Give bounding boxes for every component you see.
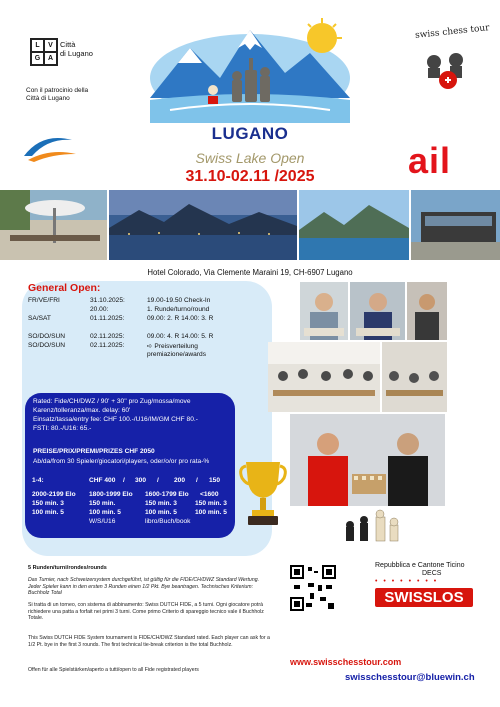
chess-pieces-icon xyxy=(340,505,410,545)
prize-row: W/S/U16 libro/Buch/book xyxy=(89,518,191,525)
patronage-text: Con il patrocinio della Città di Lugano xyxy=(26,87,89,102)
event-title: LUGANO xyxy=(211,124,289,143)
decs-text: DECS xyxy=(422,570,442,577)
player-photo xyxy=(350,282,405,340)
schedule-row: SA/SAT 01.11.2025: 09.00: 2. R 14.00: 3. R xyxy=(28,315,214,322)
terrace-photo xyxy=(0,190,107,260)
entry-fee-text: Einsatz/tassa/entry fee: CHF 100.-/U16/IM/GM CHF 80.- xyxy=(33,416,198,423)
schedule-row: 20.00: 1. Runde/turno/round xyxy=(90,306,210,313)
trophy-icon xyxy=(238,458,288,528)
prizes-title: PREISE/PRIX/PREMI/PRIZES CHF 2050 xyxy=(33,448,155,455)
prize-row: 2000-2199 Elo 1800-1999 Elo 1600-1799 Elo <1600 xyxy=(32,491,219,498)
prize-row: 150 min. 3 150 min. 150 min. 3 150 min. 3 xyxy=(32,500,227,507)
prize-row: 100 min. 5 100 min. 5 100 min. 5 100 min. 5 xyxy=(32,509,227,516)
city-logo-letter: G xyxy=(31,52,44,65)
qr-code[interactable] xyxy=(290,565,336,611)
swisslos-logo: SWISSLOS xyxy=(375,588,473,607)
city-logo xyxy=(30,38,58,66)
event-dates: 31.10-02.11 /2025 xyxy=(185,168,315,185)
paragraph-english: This Swiss DUTCH FIDE System tournament is FIDE/CH/DWZ Standard rated. Each player can ask for a 1/2 Pt. bye in the first 3 rounds. The first technical tie-break criterion is the total Buchholz. xyxy=(28,635,270,648)
venue-address: Hotel Colorado, Via Clemente Maraini 19, CH-6907 Lugano xyxy=(147,268,353,277)
schedule-row: SO/DO/SUN 02.11.2025: ➪ Preisverteilung xyxy=(28,342,198,350)
building-photo xyxy=(411,190,500,260)
rated-text: Rated: Fide/CH/DWZ / 90' + 30'' pro Zug/mossa/move xyxy=(33,398,191,405)
tournament-hall-photo xyxy=(268,342,380,412)
fsti-fee-text: FSTI: 80.-/U16: 65.- xyxy=(33,425,92,432)
event-emblem xyxy=(150,18,350,123)
schedule-row: premiazione/awards xyxy=(147,351,207,358)
republic-text: Repubblica e Cantone Ticino xyxy=(375,562,465,569)
schedule-row: FR/VE/FRI 31.10.2025: 19.00-19.50 Check-In xyxy=(28,297,211,304)
city-logo-letter: L xyxy=(31,39,44,52)
ail-logo: ail xyxy=(408,140,452,181)
general-open-title: General Open: xyxy=(28,282,101,294)
website-link[interactable]: www.swisschesstour.com xyxy=(290,657,402,667)
republic-dots: • • • • • • • • xyxy=(375,578,439,585)
game-photo xyxy=(290,414,445,506)
player-photo xyxy=(300,282,348,340)
schedule-row xyxy=(28,324,268,333)
delay-text: Karenz/tolleranza/max. delay: 60' xyxy=(33,407,131,414)
city-logo-letter: V xyxy=(44,39,57,52)
city-name: Città di Lugano xyxy=(60,40,93,58)
email-link[interactable]: swisschesstour@bluewin.ch xyxy=(345,672,475,683)
schedule-row: SO/DO/SUN 02.11.2025: 09.00: 4. R 14.00: 5. R xyxy=(28,333,214,340)
lake-day-photo xyxy=(299,190,409,260)
schedule xyxy=(28,297,268,360)
prize-table xyxy=(32,477,242,527)
paragraph-open-to-all: Offen für alle Spielstärken/aperto a tutti/open to all Fide registrated players xyxy=(28,667,199,673)
city-logo-letter: A xyxy=(44,52,57,65)
tour-logo-text: swiss chess tour xyxy=(414,23,491,41)
tournament-hall-photo xyxy=(382,342,447,412)
prizes-note: Ab/da/from 30 Spieler/giocatori/players, oder/o/or pro rata-% xyxy=(33,458,210,465)
event-subtitle: Swiss Lake Open xyxy=(195,150,305,166)
swoosh-logo xyxy=(20,130,80,170)
paragraph-italian: Si tratta di un torneo, con sistema di abbinamento: Swiss DUTCH FIDE, a 5 turni. Ogni giocatore potrà richiedere una patta a forfait nei primi 3 turni. Come primo Criterio di spareggio tecnico vale il Buchholz Totale. xyxy=(28,602,264,622)
lake-night-photo xyxy=(109,190,297,260)
paragraph-german: Das Turnier, nach Schweizersystem durchgeführt, ist gültig für die FIDE/CH/DWZ Standard Wertung. Jeder Spieler kann in den ersten 3 Runden einen 1/2 Pkt. Bye beantragen. Technisches Kriterium: Buchholz Total xyxy=(28,577,260,597)
prize-row: 1-4: CHF 400 / 300 / 200 / 150 xyxy=(32,477,221,484)
rounds-heading: 5 Runden/turni/rondes/rounds xyxy=(28,565,107,571)
player-photo xyxy=(407,282,447,340)
